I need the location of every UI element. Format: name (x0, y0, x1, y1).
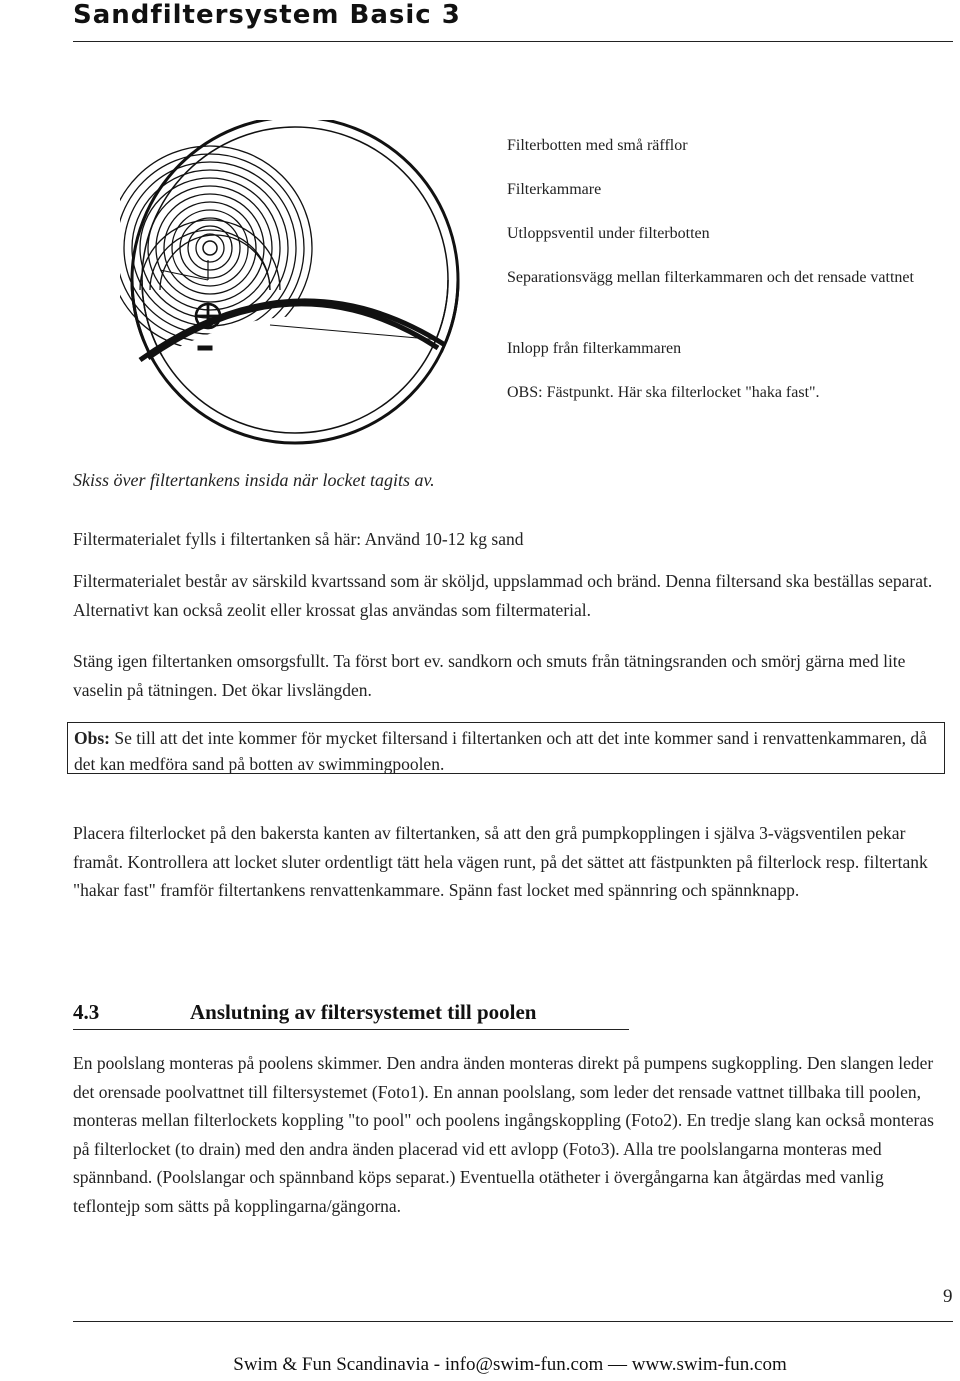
footer-text: Swim & Fun Scandinavia - info@swim-fun.com — www.swim-fun.com (233, 1354, 787, 1375)
section-number: 4.3 (73, 1000, 100, 1024)
diagram-label-1: Filterbotten med små räfflor (507, 137, 688, 154)
section-title: Anslutning av filtersystemet till poolen (190, 1000, 537, 1024)
outlet-valve (203, 241, 217, 255)
page-number: 9 (943, 1286, 953, 1307)
paragraph-filter-material: Filtermaterialet består av särskild kvartssand som är sköljd, uppslammad och bränd. Denna filtersand ska beställas separat. Alternativt kan också zeolit eller krossat glas användas som filtermaterial. (73, 571, 933, 620)
section-underline (73, 1029, 629, 1030)
section-paragraph: En poolslang monteras på poolens skimmer. Den andra änden monteras direkt på pumpens sugkoppling. Den slangen leder det orensade poolvattnet till filtersystemet (Foto1). En annan poolslang, som leder det rensade vattnet tillbaka till poolen, monteras mellan filterlockets koppling "to pool" och poolens ingångskoppling (Foto2). En tredje slang kan också monteras på filterlocket (to drain) med den andra änden placerad vid ett avlopp (Foto3). Alla tre poolslangarna monteras med spännband. (Poolslangar och spännband köps separat.) Eventuella otätheter i övergångarna kan åtgärdas med vanlig teflontejp som sätts på kopplingarna/gängorna. (73, 1053, 934, 1216)
diagram-label-3: Utloppsventil under filterbotten (507, 225, 710, 242)
diagram-label-6: OBS: Fästpunkt. Här ska filterlocket "haka fast". (507, 384, 820, 401)
document-title: Sandfiltersystem Basic 3 (73, 0, 461, 30)
diagram-caption: Skiss över filtertankens insida när locket tagits av. (73, 470, 435, 490)
notice-text: Se till att det inte kommer för mycket filtersand i filtertanken och att det inte kommer sand i renvattenkammaren, då det kan medföra sand på botten av swimmingpoolen. (74, 728, 927, 774)
diagram-label-4: Separationsvägg mellan filterkammaren och det rensade vattnet (507, 269, 914, 286)
footer-divider (73, 1321, 953, 1322)
paragraph-close-tank: Stäng igen filtertanken omsorgsfullt. Ta först bort ev. sandkorn och smuts från tätningsranden och smörj gärna med lite vaselin på tätningen. Det ökar livslängden. (73, 651, 906, 700)
filter-tank-diagram (120, 120, 480, 460)
diagram-label-5: Inlopp från filterkammaren (507, 340, 682, 357)
notice-lead: Obs: (74, 728, 110, 748)
diagram-label-2: Filterkammare (507, 181, 602, 198)
paragraph-fill-amount: Filtermaterialet fylls i filtertanken så här: Använd 10-12 kg sand (73, 529, 524, 549)
notice-box (67, 722, 945, 774)
header-divider (73, 41, 953, 42)
paragraph-place-lid: Placera filterlocket på den bakersta kanten av filtertanken, så att den grå pumpkopplingen i själva 3-vägsventilen pekar framåt. Kontrollera att locket sluter ordentligt tätt hela vägen runt, på det sättet att fästpunkten på filterlock resp. filtertank "hakar fast" framför filtertankens renvattenkammare. Spänn fast locket med spännring och spännknapp. (73, 823, 928, 900)
